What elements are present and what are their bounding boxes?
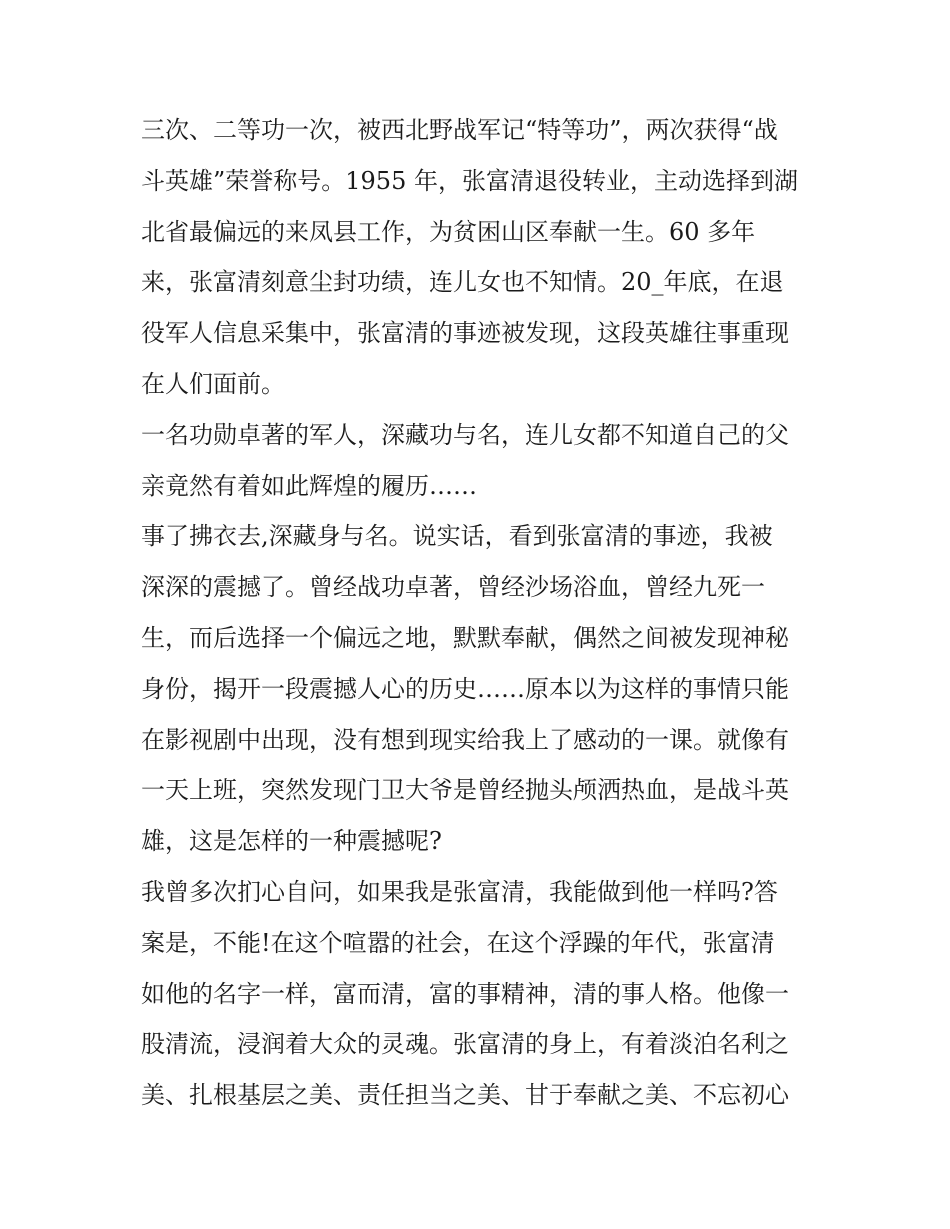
text-line: 一天上班，突然发现门卫大爷是曾经抛头颅洒热血，是战斗英 [141, 776, 789, 805]
text-line: 股清流，浸润着大众的灵魂。张富清的身上，有着淡泊名利之 [141, 1030, 789, 1059]
text-line: 在影视剧中出现，没有想到现实给我上了感动的一课。就像有 [141, 725, 789, 754]
text-line: 身份，揭开一段震撼人心的历史……原本以为这样的事情只能 [141, 674, 789, 703]
text-line: 三次、二等功一次，被西北野战军记“特等功”，两次获得“战 [141, 116, 778, 144]
text-line: 来，张富清刻意尘封功绩，连儿女也不知情。20_年底，在退 [141, 268, 784, 297]
text-line: 役军人信息采集中，张富清的事迹被发现，这段英雄往事重现 [141, 319, 789, 348]
text-line: 在人们面前。 [141, 369, 285, 398]
text-line: 雄，这是怎样的一种震撼呢? [141, 827, 442, 856]
text-line: 案是，不能!在这个喧嚣的社会，在这个浮躁的年代，张富清 [141, 928, 775, 957]
text-line: 美、扎根基层之美、责任担当之美、甘于奉献之美、不忘初心 [141, 1081, 789, 1110]
text-line: 深深的震撼了。曾经战功卓著，曾经沙场浴血，曾经九死一 [141, 573, 765, 602]
text-line: 事了拂衣去,深藏身与名。说实话，看到张富清的事迹，我被 [141, 522, 773, 551]
text-line: 一名功勋卓著的军人，深藏功与名，连儿女都不知道自己的父 [141, 420, 789, 449]
text-line: 如他的名字一样，富而清，富的事精神，清的事人格。他像一 [141, 979, 789, 1008]
text-line: 北省最偏远的来凤县工作，为贫困山区奉献一生。60 多年 [141, 217, 756, 246]
body-text [141, 105, 821, 1121]
text-line: 我曾多次扪心自问，如果我是张富清，我能做到他一样吗?答 [141, 877, 778, 906]
text-line: 亲竟然有着如此辉煌的履历…… [141, 471, 477, 500]
text-line: 斗英雄”荣誉称号。1955 年，张富清退役转业，主动选择到湖 [141, 166, 798, 195]
text-line: 生，而后选择一个偏远之地，默默奉献，偶然之间被发现神秘 [141, 623, 789, 652]
